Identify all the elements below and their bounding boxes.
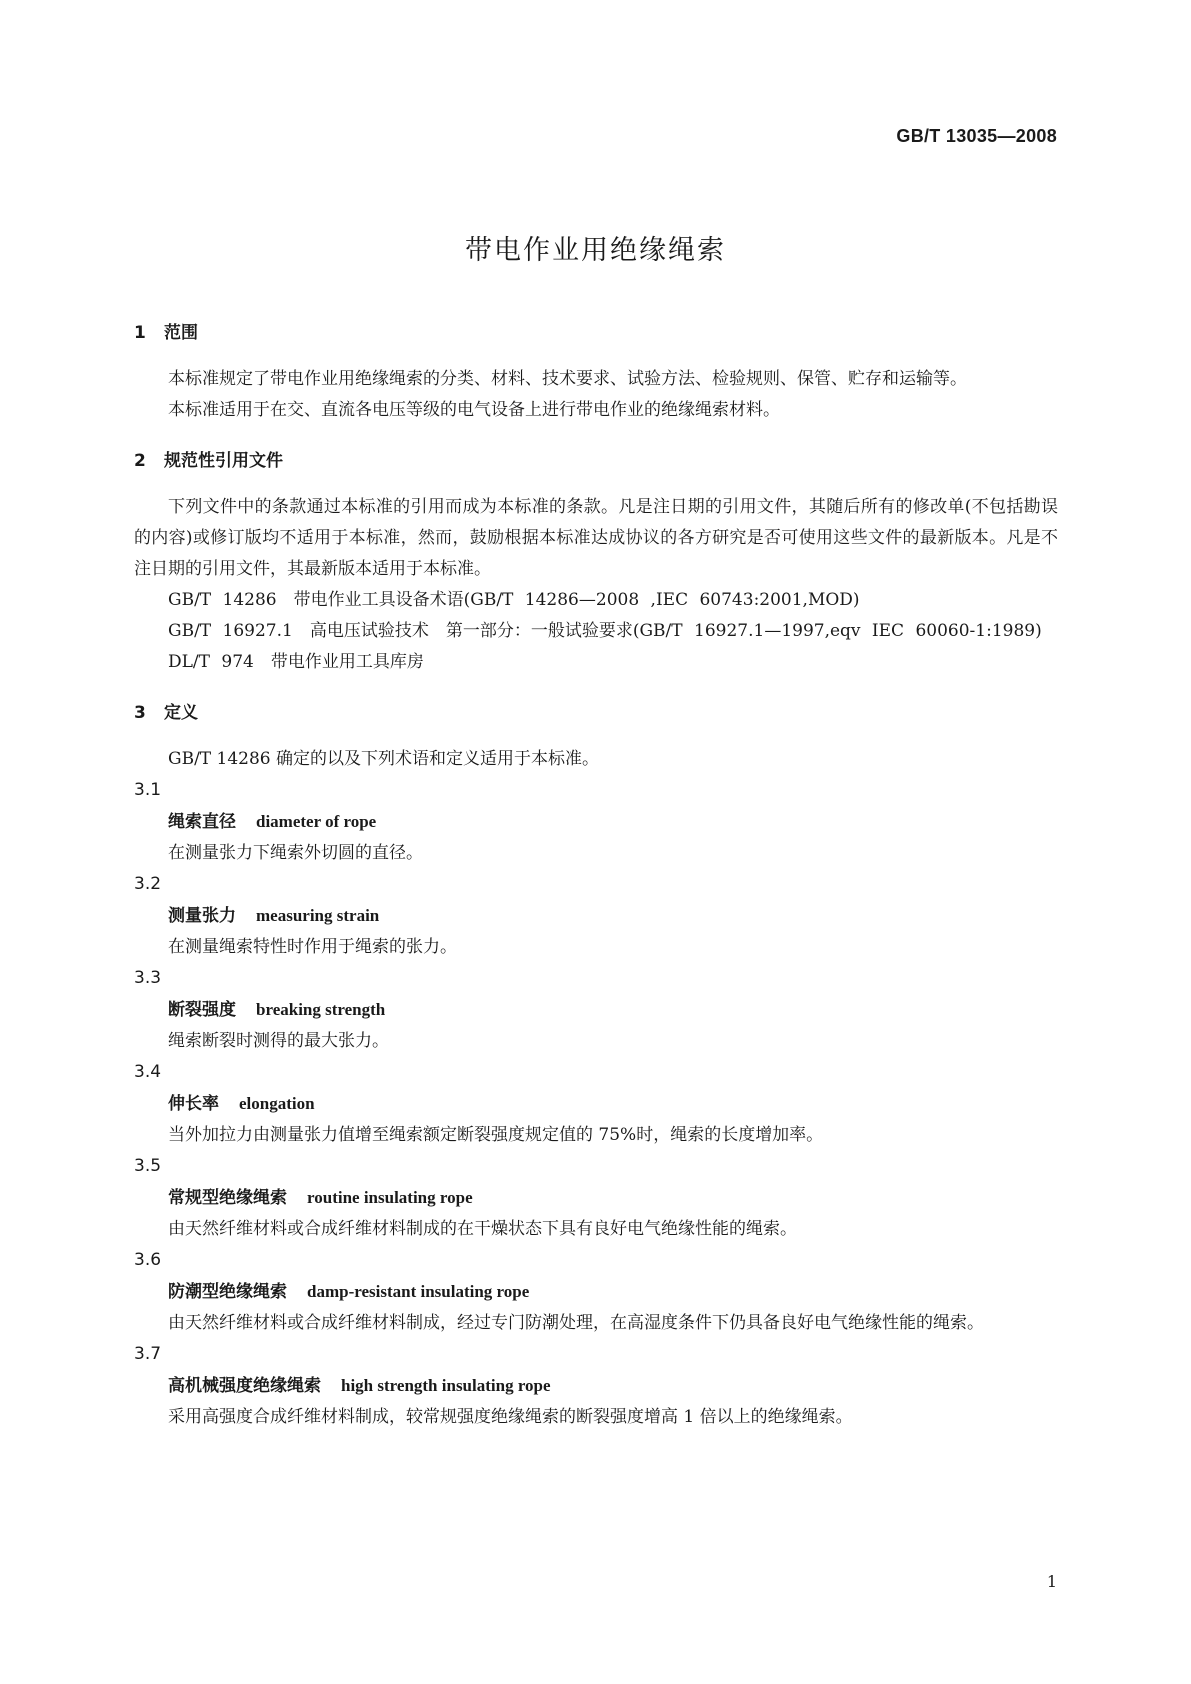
section-number: 2 — [134, 451, 146, 471]
term-heading — [134, 1276, 1058, 1308]
section-title: 定义 — [164, 703, 198, 723]
term-en: routine insulating rope — [307, 1188, 473, 1207]
term-number: 3.4 — [134, 1062, 162, 1082]
reference-item: GB/T 16927.1 高电压试验技术 第一部分：一般试验要求(GB/T 16927.1—1997,eqv IEC 60060-1:1989) — [168, 621, 1042, 641]
term-zh: 绳索直径 — [168, 812, 236, 832]
term-definition: 采用高强度合成纤维材料制成，较常规强度绝缘绳索的断裂强度增高 1 倍以上的绝缘绳索。 — [168, 1407, 853, 1427]
section-title: 范围 — [164, 323, 198, 343]
document-title: 带电作业用绝缘绳索 — [465, 235, 726, 266]
term-number: 3.5 — [134, 1156, 162, 1176]
term-zh: 断裂强度 — [168, 1000, 236, 1020]
term-entry — [134, 869, 1058, 963]
term-zh: 常规型绝缘绳索 — [168, 1188, 287, 1208]
term-heading — [134, 806, 1058, 838]
term-entry — [134, 775, 1058, 869]
term-definition: 由天然纤维材料或合成纤维材料制成，经过专门防潮处理，在高湿度条件下仍具备良好电气绝缘性能的绳索。 — [168, 1313, 984, 1333]
term-entry — [134, 1339, 1058, 1433]
term-entry — [134, 1057, 1058, 1151]
section-3-heading — [134, 698, 1058, 729]
term-number: 3.2 — [134, 874, 162, 894]
term-en: damp-resistant insulating rope — [307, 1282, 530, 1301]
term-definition: 在测量张力下绳索外切圆的直径。 — [168, 843, 423, 863]
section-title: 规范性引用文件 — [164, 451, 283, 471]
reference-item: GB/T 14286 带电作业工具设备术语(GB/T 14286—2008 ,IEC 60743:2001,MOD) — [168, 590, 860, 610]
section-number: 3 — [134, 703, 146, 723]
term-zh: 伸长率 — [168, 1094, 219, 1114]
term-definition: 由天然纤维材料或合成纤维材料制成的在干燥状态下具有良好电气绝缘性能的绳索。 — [168, 1219, 797, 1239]
term-entry — [134, 1245, 1058, 1339]
term-heading — [134, 994, 1058, 1026]
reference-item: DL/T 974 带电作业用工具库房 — [168, 652, 424, 672]
term-en: measuring strain — [256, 906, 380, 925]
term-en: elongation — [239, 1094, 315, 1113]
term-definition: 绳索断裂时测得的最大张力。 — [168, 1031, 389, 1051]
term-number: 3.1 — [134, 780, 162, 800]
section-1-heading — [134, 318, 1058, 349]
paragraph: 本标准规定了带电作业用绝缘绳索的分类、材料、技术要求、试验方法、检验规则、保管、贮存和运输等。 — [168, 369, 967, 389]
term-zh: 防潮型绝缘绳索 — [168, 1282, 287, 1302]
term-zh: 高机械强度绝缘绳索 — [168, 1376, 321, 1396]
term-heading — [134, 1182, 1058, 1214]
term-entry — [134, 1151, 1058, 1245]
paragraph: GB/T 14286 确定的以及下列术语和定义适用于本标准。 — [168, 749, 600, 769]
paragraph: 下列文件中的条款通过本标准的引用而成为本标准的条款。凡是注日期的引用文件，其随后所有的修改单(不包括勘误的内容)或修订版均不适用于本标准，然而，鼓励根据本标准达成协议的各方研究是否可使用这些文件的最新版本。凡是不注日期的引用文件，其最新版本适用于本标准。 — [134, 497, 1058, 579]
paragraph: 本标准适用于在交、直流各电压等级的电气设备上进行带电作业的绝缘绳索材料。 — [168, 400, 780, 420]
term-en: high strength insulating rope — [341, 1376, 551, 1395]
term-number: 3.6 — [134, 1250, 162, 1270]
term-zh: 测量张力 — [168, 906, 236, 926]
term-heading — [134, 1088, 1058, 1120]
term-en: diameter of rope — [256, 812, 377, 831]
term-definition: 当外加拉力由测量张力值增至绳索额定断裂强度规定值的 75%时，绳索的长度增加率。 — [168, 1125, 824, 1145]
term-heading — [134, 900, 1058, 932]
term-definition: 在测量绳索特性时作用于绳索的张力。 — [168, 937, 457, 957]
section-2-heading — [134, 446, 1058, 477]
term-entry — [134, 963, 1058, 1057]
term-number: 3.7 — [134, 1344, 162, 1364]
standard-code: GB/T 13035—2008 — [896, 126, 1057, 146]
page-number: 1 — [1046, 1572, 1057, 1591]
term-en: breaking strength — [256, 1000, 386, 1019]
section-number: 1 — [134, 323, 146, 343]
term-heading — [134, 1370, 1058, 1402]
term-number: 3.3 — [134, 968, 162, 988]
document-body — [134, 318, 1058, 1433]
